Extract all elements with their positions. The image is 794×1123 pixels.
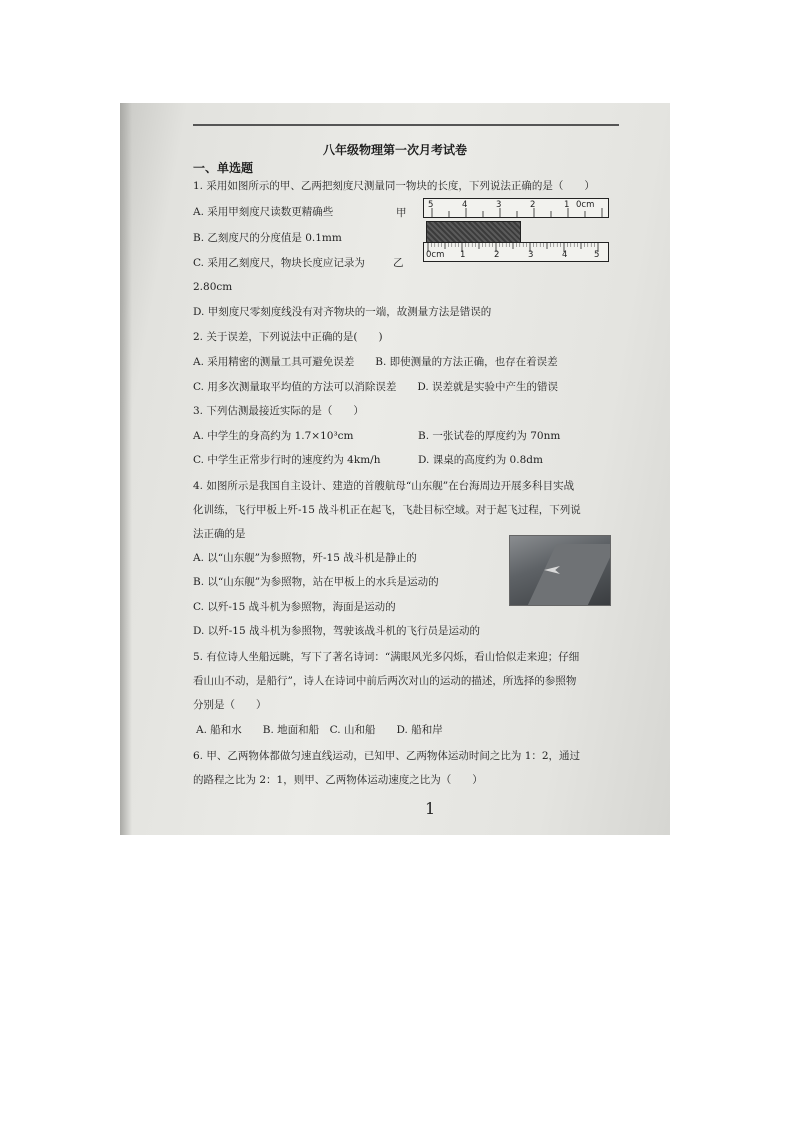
q2-options-ab: A. 采用精密的测量工具可避免误差 B. 即使测量的方法正确，也存在着误差 — [193, 356, 558, 368]
ruler-yi — [423, 242, 609, 262]
q4-option-c: C. 以歼-15 战斗机为参照物，海面是运动的 — [193, 601, 396, 613]
q2-options-cd: C. 用多次测量取平均值的方法可以消除误差 D. 误差就是实验中产生的错误 — [193, 381, 559, 393]
q1-stem: 1. 采用如图所示的甲、乙两把刻度尺测量同一物块的长度，下列说法正确的是（ ） — [193, 180, 595, 192]
q3-option-a: A. 中学生的身高约为 1.7×10³cm — [193, 430, 354, 442]
section-heading: 一、单选题 — [193, 161, 254, 175]
ruler-yi-label: 乙 — [393, 257, 404, 269]
q3-stem: 3. 下列估测最接近实际的是（ ） — [193, 405, 364, 417]
ruler-yi-num-1: 1 — [460, 250, 466, 260]
q5-stem-line1: 5. 有位诗人坐船远眺，写下了著名诗词：“满眼风光多闪烁，看山恰似走来迎；仔细 — [193, 651, 580, 663]
q1-option-a: A. 采用甲刻度尺读数更精确些 — [193, 206, 334, 218]
ruler-yi-num-5: 5 — [594, 250, 600, 260]
ruler-jia-num-0: 0cm — [576, 200, 595, 210]
carrier-photo — [509, 535, 611, 606]
q5-stem-line3: 分别是（ ） — [193, 699, 267, 711]
q1-option-b: B. 乙刻度尺的分度值是 0.1mm — [193, 232, 342, 244]
ruler-jia-label: 甲 — [396, 207, 407, 219]
header-rule — [193, 124, 619, 126]
q6-stem-line1: 6. 甲、乙两物体都做匀速直线运动，已知甲、乙两物体运动时间之比为 1：2，通过 — [193, 750, 581, 762]
q3-option-b: B. 一张试卷的厚度约为 70nm — [418, 430, 561, 442]
ruler-jia-num-4: 4 — [462, 200, 468, 210]
ruler-yi-ticks — [424, 243, 608, 261]
carrier-deck — [524, 544, 611, 606]
ruler-yi-num-0: 0cm — [426, 250, 445, 260]
q3-option-d: D. 课桌的高度约为 0.8dm — [418, 454, 543, 466]
q6-stem-line2: 的路程之比为 2：1，则甲、乙两物体运动速度之比为（ ） — [193, 774, 483, 786]
q4-stem-line1: 4. 如图所示是我国自主设计、建造的首艘航母“山东舰”在台海周边开展多科目实战 — [193, 480, 575, 492]
q1-option-d: D. 甲刻度尺零刻度线没有对齐物块的一端，故测量方法是错误的 — [193, 306, 492, 318]
ruler-jia-num-2: 2 — [530, 200, 536, 210]
q5-options: A. 船和水 B. 地面和船 C. 山和船 D. 船和岸 — [196, 724, 443, 736]
q4-option-b: B. 以“山东舰”为参照物，站在甲板上的水兵是运动的 — [193, 576, 439, 588]
q1-option-c: C. 采用乙刻度尺，物块长度应记录为 — [193, 257, 365, 269]
q4-option-a: A. 以“山东舰”为参照物，歼-15 战斗机是静止的 — [193, 552, 417, 564]
q3-option-c: C. 中学生正常步行时的速度约为 4km/h — [193, 454, 381, 466]
ruler-yi-num-3: 3 — [528, 250, 534, 260]
q1-option-c-value: 2.80cm — [193, 281, 233, 293]
ruler-jia-num-3: 3 — [496, 200, 502, 210]
ruler-yi-num-2: 2 — [494, 250, 500, 260]
paper-shadow-edge — [120, 103, 132, 835]
ruler-jia-num-1: 1 — [564, 200, 570, 210]
q5-stem-line2: 看山山不动，是船行”，诗人在诗词中前后两次对山的运动的描述，所选择的参照物 — [193, 675, 577, 687]
q4-option-d: D. 以歼-15 战斗机为参照物，驾驶该战斗机的飞行员是运动的 — [193, 625, 480, 637]
exam-title: 八年级物理第一次月考试卷 — [322, 143, 467, 157]
exam-photo — [120, 103, 670, 835]
q2-stem: 2. 关于误差，下列说法中正确的是( ) — [193, 331, 383, 343]
page-mark: 1 — [425, 799, 436, 818]
ruler-jia — [423, 198, 609, 218]
q4-stem-line2: 化训练，飞行甲板上歼-15 战斗机正在起飞，飞赴目标空域。对于起飞过程，下列说 — [193, 504, 581, 516]
q4-stem-line3: 法正确的是 — [193, 528, 246, 540]
ruler-jia-num-5: 5 — [428, 200, 434, 210]
ruler-yi-num-4: 4 — [562, 250, 568, 260]
